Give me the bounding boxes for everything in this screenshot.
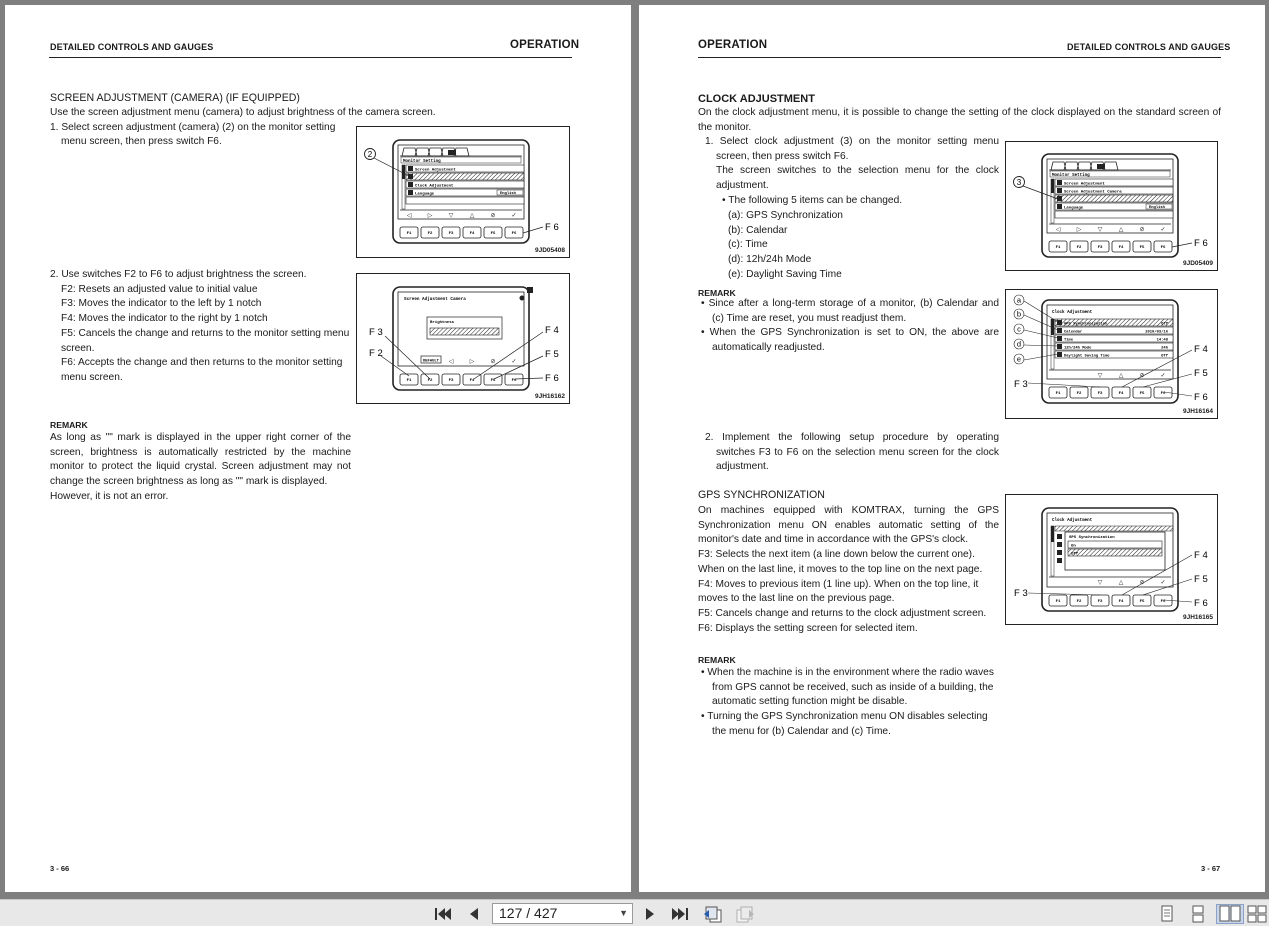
fig5-key-f1: F1 xyxy=(1055,600,1061,604)
left-remark-label: REMARK xyxy=(50,420,88,430)
right-remark2-b2-line1: • Turning the GPS Synchronization menu ON disables selecting xyxy=(701,711,988,723)
right-step1 xyxy=(705,135,999,194)
continuous-view-button[interactable] xyxy=(1186,904,1210,924)
svg-text:◁: ◁ xyxy=(406,213,412,219)
go-forward-button[interactable] xyxy=(733,904,757,924)
first-page-button[interactable] xyxy=(431,904,455,924)
right-remark2-b1-line1: • When the machine is in the environment where the radio waves xyxy=(701,667,994,678)
two-page-continuous-button[interactable] xyxy=(1247,904,1267,924)
left-step2-f2: F2: Resets an adjusted value to initial value xyxy=(61,284,258,295)
fig2-key-f5: F5 xyxy=(490,379,496,383)
go-forward-icon xyxy=(735,905,755,923)
right-remark2-b1-text1: When the machine is in the environment where the radio waves xyxy=(707,667,994,678)
left-remark-line5: However, it is not an error. xyxy=(50,490,169,502)
left-step2-f6-cont: menu screen. xyxy=(61,372,123,383)
figure-screen-adjustment-camera xyxy=(356,273,570,404)
svg-text:✓: ✓ xyxy=(1160,373,1166,379)
svg-text:✓: ✓ xyxy=(511,359,517,365)
right-page-number: 3 - 67 xyxy=(1201,864,1221,873)
fig4-key-f5: F5 xyxy=(1139,392,1145,396)
fig4-row-c-label: Time xyxy=(1064,338,1074,343)
svg-text:▽: ▽ xyxy=(1097,227,1103,233)
right-gps-line2: Synchronization menu ON enables automatic setting of the xyxy=(698,519,999,531)
svg-text:▷: ▷ xyxy=(427,213,433,219)
right-gps-line7: moves to the last line on the previous page. xyxy=(698,593,895,605)
left-step1-line1: 1. Select screen adjustment (camera) (2) on the monitor setting xyxy=(50,122,336,133)
fig2-f4-label: F 4 xyxy=(545,325,559,336)
right-header-left: OPERATION xyxy=(698,39,768,51)
right-gps-line5: When on the last line, it moves to the top line on the next page. xyxy=(698,563,983,575)
right-intro xyxy=(698,106,1221,135)
fig5-code: 9JH16165 xyxy=(1183,614,1213,621)
fig4-row-d-label: 12h/24h Mode xyxy=(1064,346,1092,351)
right-intro-line2: the monitor. xyxy=(698,121,752,133)
right-remark1-b1-text1: Since after a long-term storage of a monitor, (b) Calendar and xyxy=(708,298,999,309)
fig1-item-4: Language xyxy=(415,192,435,197)
right-remark1-b2-line2: automatically readjusted. xyxy=(712,342,825,354)
fig4-row-a-value: Off xyxy=(1161,322,1168,327)
page-number-input[interactable] xyxy=(492,903,633,924)
go-back-button[interactable] xyxy=(701,904,725,924)
fig4-row-d-value: 24h xyxy=(1161,346,1168,351)
left-remark-line3: monitor to protect the liquid crystal. Screen adjustment may not xyxy=(50,461,351,473)
gps-synchronization-illustration xyxy=(1006,495,1217,624)
fig4-f4-label: F 4 xyxy=(1194,344,1208,355)
right-bullet-intro-text: The following 5 items can be changed. xyxy=(728,195,903,206)
svg-text:⊘: ⊘ xyxy=(1139,227,1145,233)
svg-text:△: △ xyxy=(1118,373,1124,379)
fig2-screen-title: Screen Adjustment Camera xyxy=(404,297,466,302)
fig4-tag-b: b xyxy=(1016,309,1022,319)
svg-text:✓: ✓ xyxy=(1160,227,1166,233)
figure-clock-adjustment-menu xyxy=(1005,289,1218,419)
fig2-f3-label: F 3 xyxy=(369,327,383,338)
fig5-popup-title: GPS Synchronization xyxy=(1069,536,1115,540)
fig3-key-f2: F2 xyxy=(1076,246,1082,250)
fig4-tag-a: a xyxy=(1016,295,1022,305)
fig5-f3-label: F 3 xyxy=(1014,588,1028,599)
fig1-code: 9JD05408 xyxy=(535,247,565,254)
go-back-icon xyxy=(703,905,723,923)
right-remark2-b2-text1: Turning the GPS Synchronization menu ON disables selecting xyxy=(707,711,988,723)
fig3-callout: 3 xyxy=(1016,178,1022,187)
fig2-key-f2: F2 xyxy=(427,379,433,383)
svg-text:⊘: ⊘ xyxy=(490,213,496,219)
fig5-option-off: Off xyxy=(1071,552,1079,557)
left-header-rule xyxy=(49,57,572,58)
fig2-default-button: DEFAULT xyxy=(423,359,439,364)
right-header-rule xyxy=(698,57,1221,58)
fig4-code: 9JH16164 xyxy=(1183,408,1213,415)
fig5-key-f2: F2 xyxy=(1076,600,1082,604)
fig3-key-f6: F6 xyxy=(1160,246,1166,250)
left-step2-f6: F6: Accepts the change and then returns to the monitor setting xyxy=(61,357,343,368)
right-section-title: CLOCK ADJUSTMENT xyxy=(698,93,815,105)
fig3-key-f3: F3 xyxy=(1097,246,1103,250)
figure-monitor-setting-clock xyxy=(1005,141,1218,271)
fig3-item-2: Screen Adjustment Camera xyxy=(1064,190,1122,195)
right-gps-line1: On machines equipped with KOMTRAX, turning the GPS xyxy=(698,505,999,516)
fig1-key-f2: F2 xyxy=(427,232,433,236)
fig1-key-f4: F4 xyxy=(469,232,475,236)
monitor-setting-illustration xyxy=(357,127,569,257)
fig4-row-b-label: Calendar xyxy=(1064,330,1083,335)
left-step2-f3: F3: Moves the indicator to the left by 1 notch xyxy=(61,298,262,309)
fig2-key-f6: F6 xyxy=(511,379,517,383)
svg-text:◁: ◁ xyxy=(1055,227,1061,233)
fig2-f2-label: F 2 xyxy=(369,348,383,359)
right-step2-line1: 2. Implement the following setup procedure by operating xyxy=(705,432,999,443)
fig3-item-4: Language xyxy=(1064,206,1084,211)
two-page-continuous-icon xyxy=(1247,905,1267,923)
svg-text:✓: ✓ xyxy=(1160,580,1166,586)
last-page-icon xyxy=(671,906,689,922)
fig4-key-f1: F1 xyxy=(1055,392,1061,396)
fig3-language-value: English xyxy=(1149,206,1165,210)
left-remark-text xyxy=(50,431,351,505)
svg-text:▽: ▽ xyxy=(1097,373,1103,379)
fig5-f5-label: F 5 xyxy=(1194,574,1208,585)
left-page xyxy=(5,5,631,892)
right-step2-line2: switches F3 to F6 on the selection menu screen for the clock xyxy=(716,446,999,458)
left-header-left: DETAILED CONTROLS AND GAUGES xyxy=(50,42,214,52)
right-gps-line6: F4: Moves to previous item (1 line up). When on the top line, it xyxy=(698,578,979,590)
prev-page-button[interactable] xyxy=(461,904,485,924)
fig4-row-e-label: Daylight Saving Time xyxy=(1064,354,1110,359)
fig4-row-a-label: GPS Synchronization xyxy=(1064,322,1108,327)
fig4-f6-label: F 6 xyxy=(1194,392,1208,403)
right-remark2-label: REMARK xyxy=(698,655,736,665)
viewer-toolbar xyxy=(0,899,1269,926)
fig1-key-f6: F6 xyxy=(511,232,517,236)
fig3-key-f1: F1 xyxy=(1055,246,1061,250)
right-item-c: (c): Time xyxy=(728,239,768,250)
right-remark1-label: REMARK xyxy=(698,288,736,298)
right-header-right: DETAILED CONTROLS AND GAUGES xyxy=(1067,42,1231,52)
fig4-key-f4: F4 xyxy=(1118,392,1124,396)
left-remark-line1: As long as "" mark is displayed in the upper right corner of the xyxy=(50,432,351,443)
two-page-view-button[interactable] xyxy=(1216,904,1244,924)
left-step1-line2: menu screen, then press switch F6. xyxy=(61,136,222,147)
fig5-screen-title: Clock Adjustment xyxy=(1052,519,1093,523)
right-step1-line1: 1. Select clock adjustment (3) on the monitor setting menu xyxy=(705,136,999,147)
left-step2-line1: 2. Use switches F2 to F6 to adjust brightness the screen. xyxy=(50,269,307,280)
fig5-key-f5: F5 xyxy=(1139,600,1145,604)
right-remark2-b1-line2: from GPS cannot be received, such as inside of a building, the xyxy=(712,681,994,693)
two-page-view-icon xyxy=(1219,905,1241,923)
fig4-screen-title: Clock Adjustment xyxy=(1052,311,1093,315)
right-remark2-b1-line3: automatic setting function might be disable. xyxy=(712,696,908,708)
prev-page-icon xyxy=(466,906,480,922)
right-gps-body xyxy=(698,504,999,636)
left-section-title: SCREEN ADJUSTMENT (CAMERA) (IF EQUIPPED) xyxy=(50,92,300,104)
fig2-code: 9JH16162 xyxy=(535,393,565,400)
right-remark1-b1-line2: (c) Time are reset, you must readjust them. xyxy=(712,312,907,324)
right-gps-title: GPS SYNCHRONIZATION xyxy=(698,489,825,501)
fig2-f6-label: F 6 xyxy=(545,373,559,384)
fig1-callout: 2 xyxy=(367,150,373,159)
page-dropdown-icon[interactable]: ▼ xyxy=(619,908,628,918)
svg-text:⊘: ⊘ xyxy=(1139,580,1145,586)
last-page-button[interactable] xyxy=(668,904,692,924)
fig1-key-f5: F5 xyxy=(490,232,496,236)
svg-text:⊘: ⊘ xyxy=(490,359,496,365)
right-gps-line3: monitor's date and time in accordance with the GPS's clock. xyxy=(698,534,969,546)
right-remark2-b2-line2: the menu for (b) Calendar and (c) Time. xyxy=(712,725,891,737)
fig2-key-f4: F4 xyxy=(469,379,475,383)
continuous-view-icon xyxy=(1190,905,1206,923)
svg-text:◁: ◁ xyxy=(448,359,454,365)
fig5-option-on: On xyxy=(1071,544,1076,549)
right-bullet-intro: • The following 5 items can be changed. xyxy=(722,195,903,206)
fig4-tag-c: c xyxy=(1017,324,1021,334)
right-item-e: (e): Daylight Saving Time xyxy=(728,269,842,280)
svg-text:△: △ xyxy=(469,213,475,219)
fig5-f4-label: F 4 xyxy=(1194,550,1208,561)
right-step1-line2: screen, then press switch F6. xyxy=(716,150,849,162)
fig1-key-f1: F1 xyxy=(406,232,412,236)
fig4-key-f3: F3 xyxy=(1097,392,1103,396)
fig4-f5-label: F 5 xyxy=(1194,368,1208,379)
fig4-key-f6: F6 xyxy=(1160,392,1166,396)
screen-adjustment-illustration xyxy=(357,274,569,403)
left-remark-line2: screen, brightness is automatically restricted by the machine xyxy=(50,446,351,458)
left-step2-f4: F4: Moves the indicator to the right by 1 notch xyxy=(61,313,268,324)
right-step2-line3: adjustment. xyxy=(716,461,769,473)
fig5-key-f6: F6 xyxy=(1160,600,1166,604)
right-step1-line4: adjustment. xyxy=(716,180,769,192)
next-page-icon xyxy=(643,906,657,922)
right-gps-line4: F3: Selects the next item (a line down below the current one). xyxy=(698,549,975,561)
right-page xyxy=(639,5,1265,892)
svg-text:▷: ▷ xyxy=(1076,227,1082,233)
svg-text:△: △ xyxy=(1118,580,1124,586)
fig4-row-e-value: Off xyxy=(1161,354,1168,359)
monitor-setting-clock-illustration xyxy=(1006,142,1217,270)
fig4-tag-d: d xyxy=(1016,339,1022,349)
left-step2-f5-cont: screen. xyxy=(61,343,95,354)
left-intro: Use the screen adjustment menu (camera) to adjust brightness of the camera screen. xyxy=(50,107,436,118)
right-remark1-b1-line1: • Since after a long-term storage of a monitor, (b) Calendar and xyxy=(701,298,999,309)
left-header-right: OPERATION xyxy=(510,39,580,51)
single-page-view-icon xyxy=(1159,905,1175,923)
fig1-language-value: English xyxy=(500,192,516,196)
page-indicator-text: 127 / 427 xyxy=(499,905,558,921)
svg-text:✓: ✓ xyxy=(511,213,517,219)
svg-text:⊘: ⊘ xyxy=(1139,373,1145,379)
fig1-f6-label: F 6 xyxy=(545,222,559,233)
fig1-key-f3: F3 xyxy=(448,232,454,236)
svg-text:▷: ▷ xyxy=(469,359,475,365)
fig5-key-f4: F4 xyxy=(1118,600,1124,604)
fig4-tag-e: e xyxy=(1016,354,1022,364)
fig5-key-f3: F3 xyxy=(1097,600,1103,604)
fig1-menu-title: Monitor Setting xyxy=(403,160,441,164)
fig2-field-label: Brightness xyxy=(430,321,455,325)
right-step1-line3: The screen switches to the selection menu for the clock xyxy=(716,165,999,177)
fig4-row-b-value: 2010/03/16 xyxy=(1145,330,1168,335)
right-item-d: (d): 12h/24h Mode xyxy=(728,254,812,265)
right-remark1-b2-line1: • When the GPS Synchronization is set to ON, the above are xyxy=(701,327,999,339)
right-gps-line9: F6: Displays the setting screen for selected item. xyxy=(698,622,918,634)
right-step2 xyxy=(705,431,999,475)
fig3-item-1: Screen Adjustment xyxy=(1064,182,1105,187)
fig3-f6-label: F 6 xyxy=(1194,238,1208,249)
next-page-button[interactable] xyxy=(638,904,662,924)
fig3-key-f4: F4 xyxy=(1118,246,1124,250)
right-gps-line8: F5: Cancels change and returns to the clock adjustment screen. xyxy=(698,607,987,619)
fig3-key-f5: F5 xyxy=(1139,246,1145,250)
fig3-menu-title: Monitor Setting xyxy=(1052,174,1090,178)
left-remark-line4: change the screen brightness as long as "" mark is displayed. xyxy=(50,476,328,488)
left-step2-f5: F5: Cancels the change and returns to the monitor setting menu xyxy=(61,328,350,339)
right-remark2-list xyxy=(701,666,999,740)
right-remark1-list xyxy=(701,297,999,356)
svg-text:▽: ▽ xyxy=(1097,580,1103,586)
fig4-key-f2: F2 xyxy=(1076,392,1082,396)
figure-monitor-setting-camera xyxy=(356,126,570,258)
right-intro-line1: On the clock adjustment menu, it is possible to change the setting of the clock displayed on the standard screen of xyxy=(698,107,1221,118)
single-page-view-button[interactable] xyxy=(1155,904,1179,924)
svg-text:▽: ▽ xyxy=(448,213,454,219)
fig1-item-3: Clock Adjustment xyxy=(415,184,454,189)
first-page-icon xyxy=(434,906,452,922)
fig2-key-f1: F1 xyxy=(406,379,412,383)
clock-adjustment-illustration xyxy=(1006,290,1217,418)
svg-text:△: △ xyxy=(1118,227,1124,233)
right-item-b: (b): Calendar xyxy=(728,225,788,236)
fig5-f6-label: F 6 xyxy=(1194,598,1208,609)
right-item-a: (a): GPS Synchronization xyxy=(728,210,843,221)
right-remark1-b2-text1: When the GPS Synchronization is set to ON, the above are xyxy=(709,327,999,339)
fig4-f3-label: F 3 xyxy=(1014,379,1028,390)
left-page-number: 3 - 66 xyxy=(50,864,70,873)
figure-gps-synchronization xyxy=(1005,494,1218,625)
fig2-key-f3: F3 xyxy=(448,379,454,383)
fig1-item-1: Screen Adjustment xyxy=(415,168,456,173)
fig2-f5-label: F 5 xyxy=(545,349,559,360)
fig3-code: 9JD05409 xyxy=(1183,260,1213,267)
fig4-row-c-value: 14:48 xyxy=(1156,338,1168,343)
